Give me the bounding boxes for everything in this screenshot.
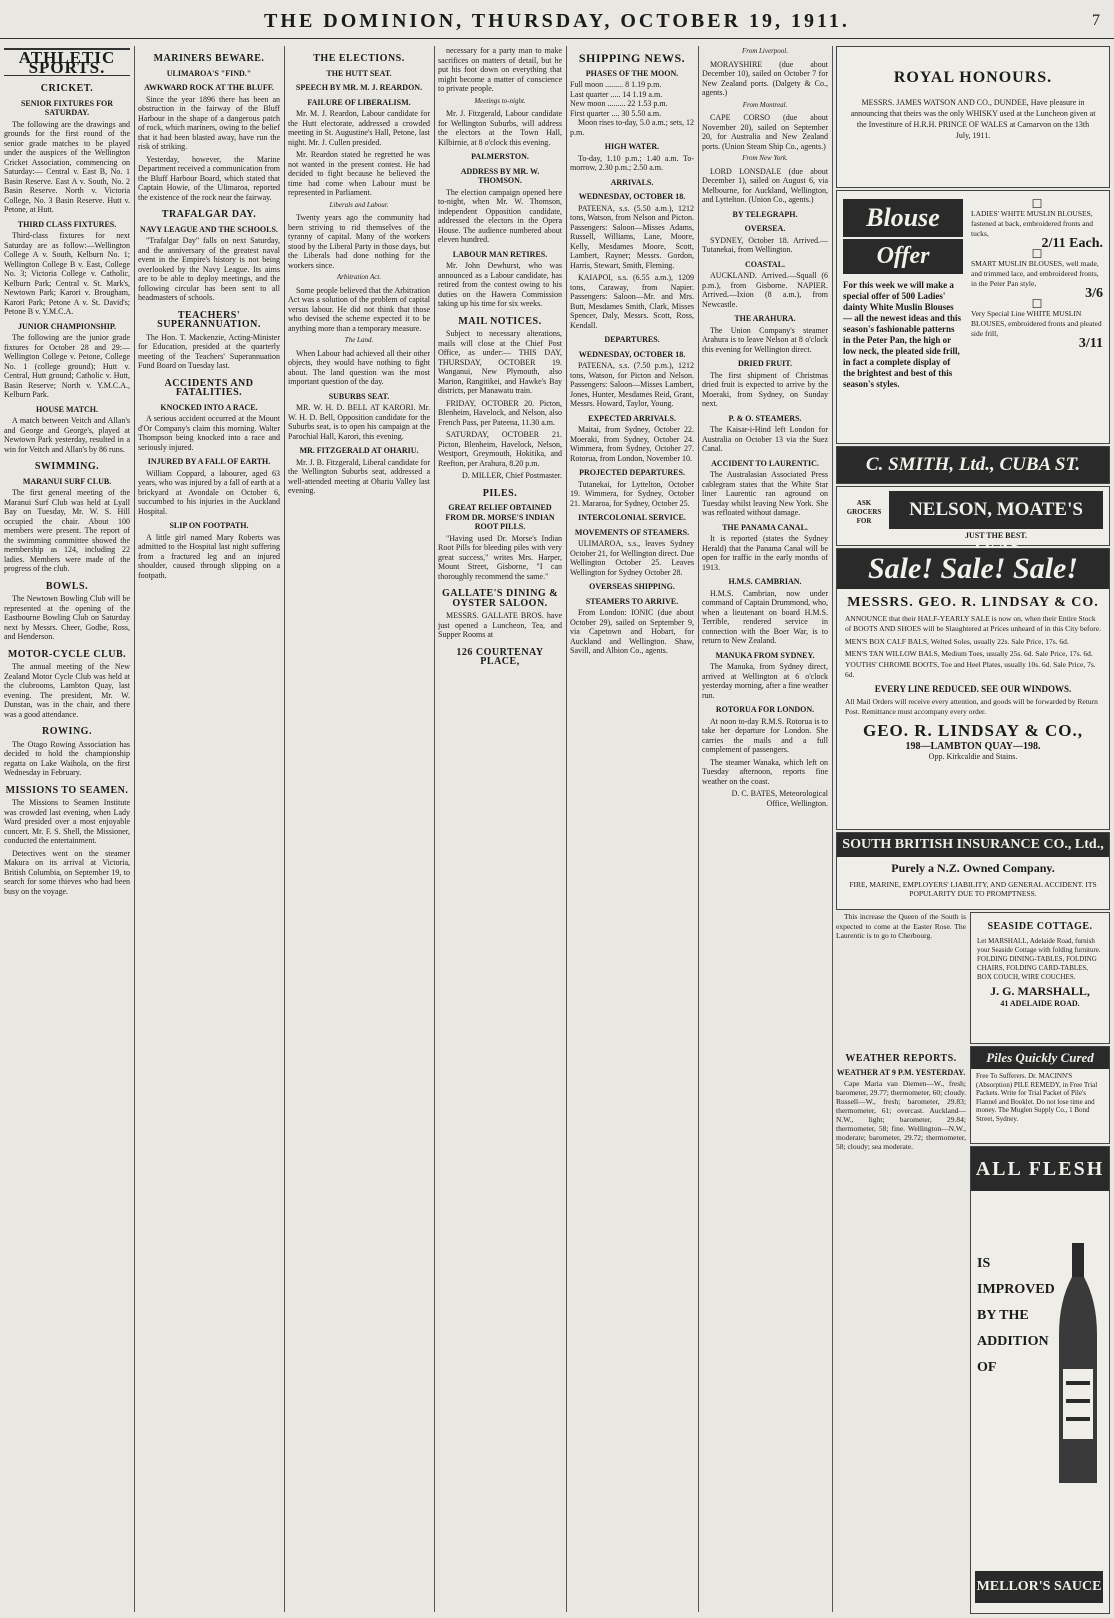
subheading: HIGH WATER. [604,142,660,151]
price-value: 3/6 [1085,286,1103,301]
subheading: ROTORUA FOR LONDON. [715,705,815,714]
article-paragraph: This increase the Queen of the South is expected to come at the Easter Rose. The Laurentic is to go to Cherbourg. [836,912,966,940]
article-paragraph: The Newtown Bowling Club will be represented at the opening of the Eastbourne Bowling Club on Saturday next by Messrs. Cheer, Godbe, Ross, and Henderson. [4,594,130,641]
news-snippet [836,912,966,1042]
weather-reports [836,1046,966,1612]
article-paragraph: H.M.S. Cambrian, now under command of Captain Drummond, who, when a lieutenant on board H.M.S. Terrible, rendered service in connection with the Boer War, is to return to New Zealand. [702,588,828,645]
advert-address: 126 COURTENAY PLACE, [456,646,544,667]
article-paragraph: Mr. John Dewhurst, who was announced as a Labour candidate, has retired from the contest owing to his duties on the Hawera Commission taking up his time for six weeks. [438,261,562,308]
ad-tagline: JUST THE BEST. [964,531,1028,540]
article-paragraph: The following are the drawings and grounds for the first round of the senior grade matches to be played under the auspices of the Wellington Cricket Association, commencing on Saturday:— Central v. East B, No. 1 Basin Reserve. East A v. South, No. 2 Basin Reserve. North v. Victoria College, No. 3 Basin Reserve. Hutt v. Petone, at Hutt. [4,119,130,214]
article-paragraph: The following are the junior grade fixtures for October 28 and 29:—Wellington College v. Petone, College No. 1 (college ground); Hutt v. Central, Hutt ground; Catholic v. Hutt, Basin Reserve; North v. Y.M.C.A., Kelburn Park. [4,333,130,399]
subheading: EXPECTED ARRIVALS. [588,413,676,423]
offer-word: Offer [843,239,963,274]
signature: D. MILLER, Chief Postmaster. [462,471,562,480]
ad-title: MESSRS. GEO. R. LINDSAY & CO. [847,595,1099,610]
subheading: THE PANAMA CANAL. [722,522,808,532]
section-heading: ATHLETIC SPORTS. [4,48,130,76]
section-heading: TEACHERS' SUPERANNUATION. [157,309,261,330]
article-paragraph: Yesterday, however, the Marine Department received a communication from the Bluff Harbour Board, which stated that Captain Howie, of the Ulimaroa, reported the existence of the rock near the fairway. [138,154,280,202]
subheading: OVERSEAS SHIPPING. [589,582,675,591]
article-paragraph: PATEENA, s.s. (5.50 a.m.), 1212 tons, Watson, from Nelson and Picton. Passengers: Saloon—Misses Adams, Russell, Williams, Lane, Moore, Kelly, Mesdames Moore, Scott, Lambert, Rayner; Messrs. Gordon, Harris, Stewart, Smith, Fleming. [570,203,694,270]
subheading: STEAMERS TO ARRIVE. [585,596,679,606]
checkbox-icon: ☐ [1031,197,1043,211]
section-heading: WEATHER REPORTS. [845,1053,957,1064]
article-paragraph: The Hon. T. Mackenzie, Acting-Minister for Education, presided at the quarterly meeting of the Teachers' Superannuation Fund Board on Tuesday last. [138,332,280,370]
subheading: Meetings to-night. [474,96,526,105]
subheading: The Land. [344,336,374,344]
subheading: MOTOR-CYCLE CLUB. [7,648,127,660]
lindsay-sale-ad [836,548,1110,830]
article-paragraph: The Union Company's steamer Arahura is to leave Nelson at 8 o'clock this evening for Wellington direct. [702,325,828,354]
masthead [0,0,1114,44]
signature: D. C. BATES, Meteorological Office, Wellington. [731,789,828,808]
article-paragraph: The Australasian Associated Press cablegram states that the White Star liner Laurentic ran aground on Tuesday whilst leaving New York. She was refloated without damage. [702,470,828,517]
article-paragraph: Detectives went on the steamer Makura on its arrival at Victoria, British Columbia, on September 19, to search for some thieves who had been busy on the voyage. [4,848,130,896]
section-heading: MARINERS BEWARE. [153,53,265,64]
article-paragraph: PATEENA, s.s. (7.50 p.m.), 1212 tons, Watson, for Picton and Nelson. Passengers: Saloon—Misses Lambert, Jones, Hunter, Mesdames Reid, Grant, Messrs. Howard, Taylor, Young. [570,361,694,408]
article-paragraph: The first shipment of Christmas dried fruit is expected to arrive by the Moeraki, from Sydney, on Sunday next. [702,370,828,408]
subheading: KNOCKED INTO A RACE. [160,402,258,412]
ad-ask: ASK GROCERS FOR [846,499,882,525]
blouse-offer-panel [843,199,963,435]
subheading: MR. FITZGERALD AT OHARIU. [299,446,419,455]
mellors-sauce-ad [970,1146,1110,1614]
subheading: AWKWARD ROCK AT THE BLUFF. [144,83,274,92]
flesh-text: IS IMPROVED BY THE ADDITION OF [977,1256,1055,1375]
subheading: ACCIDENT TO LAURENTIC. [711,458,819,468]
sale-line: YOUTHS' CHROME BOOTS, Toe and Heel Plates, usually 10s. 6d. Sale Price, 7s. 6d. [845,660,1096,679]
column-rule [134,46,135,1612]
nelson-moate-brand: NELSON, MOATE'S [889,491,1103,529]
subheading: From Montreal. [742,100,788,109]
subheading: ROWING. [42,726,92,737]
section-heading: MAIL NOTICES. [458,315,542,327]
subheading: From Liverpool. [741,47,789,55]
subheading: BOWLS. [45,580,89,592]
blouse-price-list [971,199,1103,435]
masthead-rule [0,38,1114,39]
column-mariners [138,46,280,1612]
page-number: 7 [1092,12,1100,29]
piles-cure-ad [970,1046,1110,1144]
article-paragraph: Moon rises to-day, 5.0 a.m.; sets, 12 p.m. [570,118,694,137]
column-rule [698,46,699,1612]
article-paragraph: At noon to-day R.M.S. Rotorua is to take her departure for London. She carries the mails and a full complement of passengers. [702,716,828,754]
article-paragraph: MORAYSHIRE (due about December 10), sailed on October 7 for New Zealand ports. (Dalgety & Co., agents.) [702,59,828,97]
column-rule [566,46,567,1612]
subheading: DRIED FRUIT. [737,359,793,368]
subheading: From New York. [742,154,788,162]
article-paragraph: To-day, 1.10 p.m.; 1.40 a.m. To-morrow, 2.30 p.m.; 2.50 a.m. [570,153,694,172]
subheading: THIRD CLASS FIXTURES. [17,219,117,229]
subheading: ARRIVALS. [610,177,654,187]
article-paragraph: From London: IONIC (due about October 29), sailed on September 9, via Capetown and Hobart, for Auckland and Wellington. Shaw, Savill, and Albion Co., agents. [570,608,694,655]
ad-company: J. G. MARSHALL, [990,984,1090,998]
article-paragraph: The Kaisar-i-Hind left London for Australia on October 13 via the Suez Canal. [702,425,828,453]
checkbox-icon: ☐ [1031,247,1043,261]
insurance-body: FIRE, MARINE, EMPLOYERS' LIABILITY, AND GENERAL ACCIDENT. ITS POPULARITY DUE TO PROMPTNESS. [849,880,1097,898]
article-paragraph: Since the year 1896 there has been an obstruction in the fairway of the Bluff Harbour in the shape of a dangerous patch of rock, which mariners, owing to the belief that it had been blasted away, have run the risk of striking. [138,94,280,151]
moon-row: Last quarter ..... 14 1.19 a.m. [570,89,663,99]
subheading: SWIMMING. [34,461,100,472]
ad-body: Let MARSHALL, Adelaide Road, furnish your Seaside Cottage with folding furniture. FOLDING DINING-TABLES, FOLDING CHAIRS, FOLDING CARD-TABLES, BOX COUCH, WIRE COUCHES. [977,937,1101,981]
article-paragraph: The election campaign opened here to-night, when Mr. W. Thomson, independent Opposition candidate, addressed the electors in the Opera House. The audience numbered about eleven hundred. [438,187,562,244]
subheading: FAILURE OF LIBERALISM. [307,97,411,107]
insurance-title: SOUTH BRITISH INSURANCE CO., Ltd., [837,833,1109,857]
article-paragraph: Mr. J. B. Fitzgerald, Liberal candidate for the Wellington Suburbs seat, addressed a well-attended meeting at Ohariu Valley last evening. [288,457,430,495]
article-paragraph: It is reported (states the Sydney Herald) that the Panama Canal will be open for traffic in the early months of 1913. [702,534,828,572]
subheading: H.M.S. CAMBRIAN. [728,577,802,586]
article-paragraph: A little girl named Mary Roberts was admitted to the Hospital last night suffering from a fractured leg and an injured shoulder, caused through slipping on a footpath. [138,532,280,580]
article-paragraph: SYDNEY, October 18. Arrived.—Tutanekai, from Wellington. [702,235,828,254]
c-smith-banner: C. SMITH, Ltd., CUBA ST. [836,446,1110,484]
subheading: MARANUI SURF CLUB. [22,476,112,486]
subheading: WEDNESDAY, OCTOBER 18. [578,192,686,201]
article-paragraph: ULIMAROA, s.s., leaves Sydney October 21, for Wellington direct. Due Wellington October 25. Leaves Wellington for Sydney October 28. [570,539,694,577]
moon-row: Full moon ......... 8 1.19 p.m. [570,80,662,89]
subheading: SUBURBS SEAT. [328,391,390,401]
column-athletic-sports [4,46,130,1612]
subheading: P. & O. STEAMERS. [728,413,802,423]
sale-line: MEN'S BOX CALF BALS, Welted Soles, usually 22s. Sale Price, 17s. 6d. [845,637,1069,646]
subheading: SPEECH BY MR. M. J. REARDON. [295,83,423,92]
article-paragraph: When Labour had achieved all their other objects, they would have nothing to fight about. The land question was the most important question of the day. [288,348,430,386]
article-paragraph: "Having used Dr. Morse's Indian Root Pills for bleeding piles with very great success," writes Mrs. Harper, Mount Street, Gisborne, "I can thoroughly recommend the same." [438,533,562,581]
royal-honours-ad [836,46,1110,188]
article-paragraph: William Coppard, a labourer, aged 63 years, who was injured by a fall of earth at a brickyard at Avondale on October 6, succumbed to his injuries in the Auckland Hospital. [138,468,280,516]
article-paragraph: Maitai, from Sydney, October 22. Moeraki, from Sydney, October 24. Wimmera, from Sydney, October 27. Rotorua, from London, November 10. [570,425,694,463]
section-heading: SHIPPING NEWS. [578,51,686,65]
subheading: WEDNESDAY, OCTOBER 18. [578,349,686,359]
blouse-word: Blouse [843,199,963,237]
subheading: BY TELEGRAPH. [732,209,798,219]
article-paragraph: The first general meeting of the Maranui Surf Club was held at Lyall Bay on Tuesday, Mr. W. S. Hill occupied the chair. About 100 members were present. The report of the swimming committee showed the membership as 124, including 22 ladies. Members were made of the progress of the club. [4,488,130,573]
subheading: DEPARTURES. [604,335,660,344]
section-heading: TRAFALGAR DAY. [161,209,257,220]
column-rule [832,46,833,1612]
article-paragraph: FRIDAY, OCTOBER 20. Picton, Blenheim, Havelock, and Nelson, also French Pass, per Pateena, 11.30 a.m. [438,398,562,427]
subheading: INTERCOLONIAL SERVICE. [578,513,686,522]
article-paragraph: CAPE CORSO (due about November 20), sailed on September 20, for Australia and New Zealand ports. (Union Steam Ship Co., agents.) [702,113,828,151]
ad-address: 41 ADELAIDE ROAD. [1000,999,1080,1008]
price-value: 2/11 Each. [1041,236,1103,251]
article-paragraph: The Manuka, from Sydney direct, arrived at Wellington at 6 o'clock yesterday morning, after a fine weather run. [702,662,828,700]
column-shipping-continued [702,46,828,1612]
subheading: COASTAL. [744,259,786,269]
subheading: PHASES OF THE MOON. [585,68,679,78]
column-rule [434,46,435,1612]
article-paragraph: "Trafalgar Day" falls on next Saturday, and the anniversary of the greatest naval event in the Empire's history is not being overlooked by the Navy League. Its aims are to be able to deploy meetings, and the following circular has been sent to all headmasters of schools. [138,236,280,302]
section-heading: ACCIDENTS AND FATALITIES. [164,377,254,398]
subheading: SENIOR FIXTURES FOR SATURDAY. [20,98,113,117]
blouse-lead: For this week we will make a special offer of 500 Ladies' dainty White Muslin Blouses — all the newest ideas and this season's fashionable patterns in the Peter Pan, the high or low neck, the pleated side frill, in fact a complete display of the brightest and best of this season's styles. [843,280,962,389]
column-rule [284,46,285,1612]
ad-company: GEO. R. LINDSAY & CO., [862,721,1084,740]
subheading: JUNIOR CHAMPIONSHIP. [18,321,116,331]
ad-title: Piles Quickly Cured [971,1047,1109,1069]
article-paragraph: The Missions to Seamen Institute was crowded last evening, when Lady Ward presided over a most enjoyable concert. Mr. F. S. Shell, the Missioner, conducted the entertainment. [4,798,130,845]
article-paragraph: SATURDAY, OCTOBER 21. Picton, Blenheim, Havelock, Nelson, Westport, Greymouth, Hokitika, and Reefton, per Arahura, 8.20 p.m. [438,430,562,468]
subheading: Arbitration Act. [336,273,382,281]
article-paragraph: The Otago Rowing Association has decided to hold the championship regatta on Lake Waihola, on the first Wednesday in February. [4,739,130,777]
article-paragraph: KAIAPOI, s.s. (6.55 a.m.), 1209 tons, Caraway, from Napier. Passengers: Saloon—Mr. and Mrs. Butt, Mesdames Smith, Clark, Misses Spencer, Daly, Messrs. Scott, Ross, Kendall. [570,273,694,330]
subheading: NAVY LEAGUE AND THE SCHOOLS. [140,224,278,234]
article-paragraph: MESSRS. GALLATE BROS. have just opened a Luncheon, Tea, and Supper Rooms at [438,611,562,639]
section-heading: PILES. [482,487,518,499]
section-heading: THE ELECTIONS. [313,53,405,64]
subheading: LABOUR MAN RETIRES. [452,249,548,259]
subheading: INJURED BY A FALL OF EARTH. [147,457,271,466]
subheading: MOVEMENTS OF STEAMERS. [574,527,690,537]
nelson-moate-teas-ad [836,486,1110,546]
ad-notice: EVERY LINE REDUCED. SEE OUR WINDOWS. [874,684,1072,694]
article-paragraph: Third-class fixtures for next Saturday are as follow:—Wellington College A v. South, Kelburn No. 1; Wellington College B v. East, College No. 3; Victoria College v. Catholic, Kelburn Park; Central v. St. Mark's, Newtown Park; Karori v. Brougham, Karori Park; Petone A v. St. David's; Petone B v. Y.M.C.A. [4,231,130,316]
flesh-heading: ALL FLESH [971,1147,1109,1191]
article-paragraph: A serious accident occurred at the Mount d'Or Company's claim this morning. Walter Thompson being knocked into a race and seriously injured. [138,414,280,452]
subheading: MANUKA FROM SYDNEY. [715,650,815,660]
article-paragraph: AUCKLAND. Arrived.—Squall (6 p.m.), from Gisborne. NAPIER. Arrived.—Ixion (8 a.m.), from Newcastle. [702,271,828,309]
ad-body: ANNOUNCE that their HALF-YEARLY SALE is now on, when their Entire Stock of BOOTS AND SHOES will be Slaughtered at Prices unheard of in this City before. [845,614,1102,633]
ad-title: SEASIDE COTTAGE. [987,921,1093,932]
sauce-name: MELLOR'S SAUCE [975,1571,1103,1603]
south-british-insurance-ad [836,832,1110,910]
checkbox-icon: ☐ [1031,297,1043,311]
subheading: Liberals and Labour. [329,200,389,209]
ad-body: MESSRS. JAMES WATSON AND CO., DUNDEE, Have pleasure in announcing that theirs was the only WHISKY used at the Luncheon given at the Investiture of H.R.H. PRINCE OF WALES at Carnarvon on the 13th July, 1911. [850,98,1096,140]
article-paragraph: necessary for a party man to make sacrifices on matters of detail, but he put his foot down on everything that might become a matter of conscience to private people. [438,46,562,93]
subheading: THE ARAHURA. [734,314,796,323]
article-paragraph: Cape Maria van Diemen—W., fresh; barometer, 29.77; thermometer, 60; cloudy. Russell—W., fresh; barometer, 29.83; thermometer, 61; overcast. Auckland—N.W., light; barometer, 29.84; thermometer, 58; fine. Wellington—N.W., moderate; barometer, 29.72; thermometer, 58; cloudy; sea moderate. [836,1079,966,1151]
subheading: ULIMAROA'S "FIND." [166,68,252,78]
subheading: CRICKET. [40,83,94,94]
ad-body: All Mail Orders will receive every attention, and goods will be forwarded by Return Post. Remittance must accompany every order. [845,697,1098,716]
moon-row: New moon ......... 22 1.53 p.m. [570,99,668,108]
seaside-cottage-ad [970,912,1110,1044]
sale-line: MEN'S TAN WILLOW BALS, Medium Toes, usually 25s. 6d. Sale Price, 17s. 6d. [845,648,1093,658]
article-paragraph: Subject to necessary alterations, mails will close at the Chief Post Office, as under:— THIS DAY, THURSDAY, OCTOBER 19. Wanganui, New Plymouth, also Marton, Rangitikei, and Hawke's Bay districts, per Manawatu train. [438,329,562,395]
column-shipping [570,46,694,1612]
price-item: SMART MUSLIN BLOUSES, well made, and trimmed lace, and embroidered fronts, in the Peter Pan style, [971,259,1099,288]
subheading: PROJECTED DEPARTURES. [579,468,685,477]
article-paragraph: LORD LONSDALE (due about December 1), sailed on August 6, via Melbourne, for Auckland, Wellington, and Lyttelton. (Union Co., agents.) [702,166,828,204]
column-elections [288,46,430,1612]
subheading: SLIP ON FOOTPATH. [169,521,249,530]
article-paragraph: Mr. M. J. Reardon, Labour candidate for the Hutt electorate, addressed a crowded meeting in St. Augustine's Hall, Petone, last night. Mr. J. Cullen presided. [288,109,430,147]
subheading: ADDRESS BY MR. W. THOMSON. [460,166,540,185]
price-item: Very Special Line WHITE MUSLIN BLOUSES, embroidered fronts and pleated side frill, [971,309,1102,338]
subheading: MISSIONS TO SEAMEN. [5,784,129,796]
article-paragraph: The steamer Wanaka, which left on Tuesday afternoon, reports fine weather on the coast. [702,757,828,786]
subheading: PALMERSTON. [471,152,529,161]
article-paragraph: Mr. Reardon stated he regretted he was not wanted in the present contest. He had decided to fight because he believed the time had come when Labour must be represented in Parliament. [288,150,430,197]
subheading: HOUSE MATCH. [35,404,99,414]
article-paragraph: Twenty years ago the community had been striving to rid themselves of the tyranny of capital. Many of the workers stood by the Liberal Party in those days, but the Liberals had done nothing for the workers since. [288,213,430,270]
masthead-title: THE DOMINION, THURSDAY, OCTOBER 19, 1911. [264,10,850,32]
price-value: 3/11 [1078,336,1103,351]
subheading: GREAT RELIEF OBTAINED FROM DR. MORSE'S INDIAN ROOT PILLS. [445,503,555,531]
subheading: THE HUTT SEAT. [326,68,392,78]
article-paragraph: Some people believed that the Arbitration Act was a solution of the problem of capital versus labour. He did not think that those who devised the scheme expected it to be anything more than a temporary measure. [288,285,430,333]
article-paragraph: MR. W. H. D. BELL AT KARORI. Mr. W. H. D. Bell, Opposition candidate for the Suburbs seat, is to open his campaign at the Parochial Hall, Karori, this evening. [288,403,430,441]
ad-address: 198—LAMBTON QUAY—198. [905,741,1041,752]
article-paragraph: Tutanekai, for Lyttelton, October 19. Wimmera, for Sydney, October 21. Mararoa, for Sydney, October 25. [570,479,694,508]
price-item: LADIES' WHITE MUSLIN BLOUSES, fastened at back, embroidered fronts and tucks, [971,209,1094,238]
insurance-subtitle: Purely a N.Z. Owned Company. [891,861,1055,875]
article-paragraph: The annual meeting of the New Zealand Motor Cycle Club was held at the clubrooms, Lambton Quay, last evening. The president, Mr. W. Dunstan, was in the chair, and there was a good attendance. [4,662,130,719]
blouse-offer-ad [836,190,1110,444]
article-paragraph: A match between Veitch and Allan's and George and George's, played at Newtown Park yesterday, resulted in a win for Veitch and Allan's by 86 runs. [4,416,130,454]
ad-body: Free To Sufferers. Dr. MACINN'S (Absorption) PILE REMEDY, in Free Trial Packets. Write for Trial Packet of Pile's Flannel and Booklet. Do not lose time and money. The Muglen Supply Co., 1 Bond Street, Sydney. [976,1072,1098,1123]
sauce-bottle-icon [1053,1239,1103,1489]
moon-table [570,80,694,118]
article-paragraph: Mr. J. Fitzgerald, Labour candidate for Wellington Suburbs, will address the electors at the Town Hall, Kilbirnie, at 8 o'clock this evening. [438,109,562,147]
sale-banner: Sale! Sale! Sale! [837,549,1109,589]
subheading: WEATHER AT 9 P.M. YESTERDAY. [836,1068,966,1077]
column-elections-continued [438,46,562,1612]
ad-title: ROYAL HONOURS. [893,69,1053,86]
moon-row: First quarter .... 30 5.50 a.m. [570,108,662,118]
subheading: OVERSEA. [744,224,786,233]
advert-heading: GALLATE'S DINING & OYSTER SALOON. [441,588,559,609]
ad-address-note: Opp. Kirkcaldie and Stains. [928,752,1018,761]
